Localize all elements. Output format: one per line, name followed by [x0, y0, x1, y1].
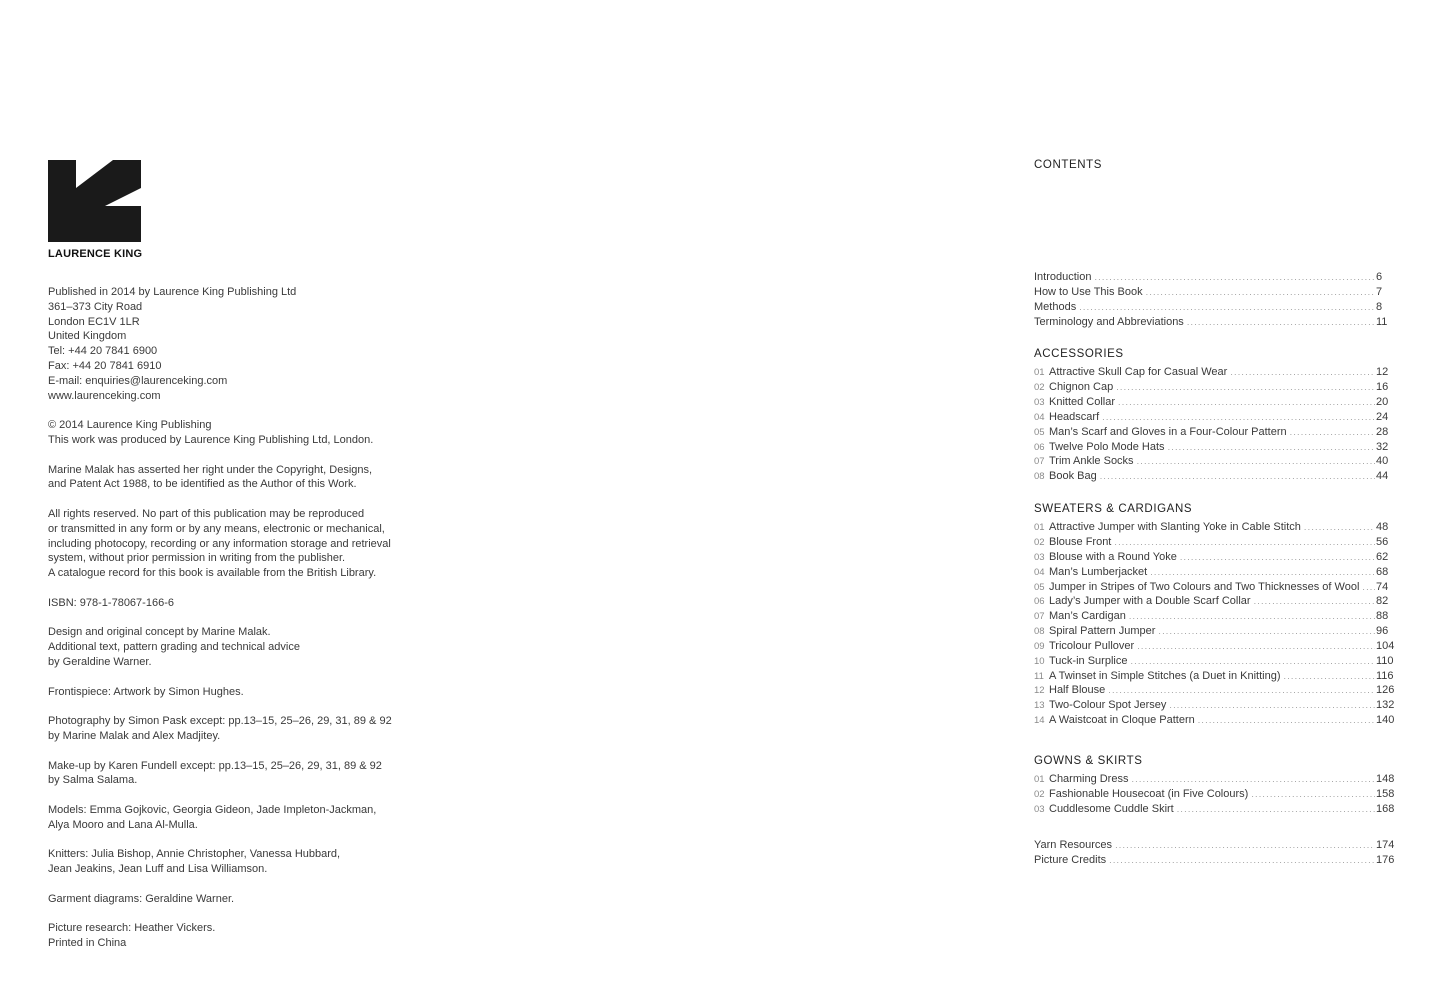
- imprint-paragraph: [48, 418, 448, 448]
- toc-entry-page: 20: [1376, 396, 1389, 409]
- toc-dot-leader: [1108, 683, 1375, 698]
- toc-entry-page: 74: [1376, 580, 1389, 593]
- toc-entry-number: 07: [1034, 611, 1045, 623]
- toc-entry-title: Tuck-in Surplice: [1049, 654, 1128, 667]
- toc-entry-title: Methods: [1034, 300, 1077, 313]
- toc-dot-leader: [1114, 535, 1375, 550]
- toc-entry-title: Two-Colour Spot Jersey: [1049, 699, 1167, 712]
- toc-entry-number: 03: [1034, 397, 1045, 409]
- toc-entry[interactable]: [1034, 580, 1394, 595]
- toc-entry[interactable]: [1034, 639, 1394, 654]
- toc-entry-page: 11: [1376, 315, 1388, 328]
- toc-entry-page: 158: [1376, 787, 1395, 800]
- imprint-paragraph: [48, 285, 448, 403]
- toc-entry-page: 96: [1376, 625, 1389, 638]
- publisher-name: LAURENCE KING: [48, 248, 143, 260]
- toc-dot-leader: [1198, 713, 1375, 728]
- toc-end-block: [1034, 838, 1394, 868]
- imprint-line: Marine Malak has asserted her right under the Copyright, Designs,: [48, 463, 373, 476]
- toc-dot-leader: [1177, 802, 1375, 817]
- toc-dot-leader: [1168, 440, 1375, 455]
- toc-entry-number: 10: [1034, 655, 1045, 667]
- toc-entry-title: Fashionable Housecoat (in Five Colours): [1049, 787, 1249, 800]
- toc-dot-leader: [1230, 365, 1375, 380]
- toc-entry-page: 126: [1376, 684, 1395, 697]
- toc-entry-page: 7: [1376, 285, 1383, 298]
- imprint-text: [48, 285, 448, 966]
- toc-entry-number: 09: [1034, 640, 1045, 652]
- imprint-line: by Marine Malak and Alex Madjitey.: [48, 729, 221, 742]
- toc-entry-title: Trim Ankle Socks: [1049, 455, 1134, 468]
- toc-dot-leader: [1079, 300, 1375, 315]
- toc-entry-page: 8: [1376, 300, 1383, 313]
- imprint-paragraph: [48, 847, 448, 877]
- toc-section-heading: ACCESSORIES: [1034, 348, 1124, 361]
- imprint-line: This work was produced by Laurence King Publishing Ltd, London.: [48, 433, 374, 446]
- toc-dot-leader: [1130, 654, 1375, 669]
- toc-entry[interactable]: [1034, 853, 1394, 868]
- imprint-paragraph: [48, 803, 448, 833]
- toc-entry-page: 168: [1376, 802, 1395, 815]
- toc-entry-title: Jumper in Stripes of Two Colours and Two Thicknesses of Wool: [1049, 580, 1360, 593]
- imprint-paragraph: [48, 625, 448, 669]
- imprint-line: Models: Emma Gojkovic, Georgia Gideon, Jade Impleton-Jackman,: [48, 803, 377, 816]
- toc-entry[interactable]: [1034, 624, 1394, 639]
- imprint-paragraph: [48, 463, 448, 493]
- toc-entry[interactable]: [1034, 713, 1394, 728]
- toc-entry-number: 03: [1034, 551, 1045, 563]
- toc-entry-number: 11: [1034, 670, 1044, 682]
- toc-entry-number: 05: [1034, 581, 1045, 593]
- toc-entry-page: 12: [1376, 366, 1389, 379]
- toc-entry-title: Picture Credits: [1034, 854, 1107, 867]
- toc-entry-number: 03: [1034, 803, 1045, 815]
- toc-dot-leader: [1137, 454, 1375, 469]
- toc-entry-title: Half Blouse: [1049, 684, 1106, 697]
- imprint-paragraph: [48, 759, 448, 789]
- imprint-line: Design and original concept by Marine Malak.: [48, 626, 271, 639]
- toc-dot-leader: [1158, 624, 1375, 639]
- toc-entry[interactable]: [1034, 395, 1394, 410]
- imprint-line: Jean Jeakins, Jean Luff and Lisa Williamson.: [48, 863, 268, 876]
- toc-entry-page: 40: [1376, 455, 1389, 468]
- toc-dot-leader: [1180, 550, 1375, 565]
- toc-entry-title: Blouse with a Round Yoke: [1049, 550, 1177, 563]
- toc-entry-title: Man’s Cardigan: [1049, 610, 1126, 623]
- imprint-line: or transmitted in any form or by any means, electronic or mechanical,: [48, 522, 385, 535]
- toc-entry-number: 06: [1034, 596, 1045, 608]
- toc-entry-title: Book Bag: [1049, 470, 1097, 483]
- imprint-line: Alya Mooro and Lana Al-Mulla.: [48, 818, 198, 831]
- toc-entry-title: Cuddlesome Cuddle Skirt: [1049, 802, 1174, 815]
- imprint-line: by Geraldine Warner.: [48, 655, 152, 668]
- toc-entry-page: 88: [1376, 610, 1389, 623]
- toc-entry-title: Terminology and Abbreviations: [1034, 315, 1184, 328]
- toc-title: CONTENTS: [1034, 159, 1103, 171]
- toc-dot-leader: [1187, 315, 1375, 330]
- imprint-line: Picture research: Heather Vickers.: [48, 922, 216, 935]
- imprint-paragraph: [48, 596, 448, 611]
- toc-dot-leader: [1137, 639, 1375, 654]
- imprint-paragraph: [48, 685, 448, 700]
- toc-entry-page: 110: [1376, 654, 1394, 667]
- toc-dot-leader: [1100, 469, 1375, 484]
- imprint-line: Photography by Simon Pask except: pp.13–15, 25–26, 29, 31, 89 & 92: [48, 715, 392, 728]
- imprint-line: Published in 2014 by Laurence King Publishing Ltd: [48, 286, 297, 298]
- toc-intro-block: [1034, 270, 1394, 329]
- imprint-paragraph: [48, 507, 448, 581]
- toc-entry-page: 174: [1376, 839, 1395, 852]
- toc-entry-page: 6: [1376, 271, 1383, 283]
- toc-section: [1034, 498, 1394, 728]
- toc-entry[interactable]: [1034, 802, 1394, 817]
- toc-entry-title: Attractive Skull Cap for Casual Wear: [1049, 366, 1228, 379]
- imprint-line: E-mail: enquiries@laurenceking.com: [48, 374, 228, 387]
- toc-entry-page: 104: [1376, 639, 1395, 652]
- toc-entry-page: 132: [1376, 699, 1395, 712]
- toc-section-heading: GOWNS & SKIRTS: [1034, 754, 1143, 767]
- toc-entry-number: 12: [1034, 685, 1045, 697]
- toc-dot-leader: [1304, 520, 1375, 535]
- toc-entry-title: Knitted Collar: [1049, 396, 1116, 409]
- table-of-contents: [1034, 159, 1394, 868]
- toc-dot-leader: [1115, 838, 1375, 853]
- imprint-line: Printed in China: [48, 937, 127, 950]
- toc-entry-title: Headscarf: [1049, 410, 1100, 423]
- toc-entry-number: 01: [1034, 367, 1045, 379]
- imprint-line: www.laurenceking.com: [48, 389, 161, 402]
- toc-entry[interactable]: [1034, 609, 1394, 624]
- toc-section: [1034, 343, 1394, 484]
- toc-entry-number: 14: [1034, 715, 1045, 727]
- toc-entry-title: Introduction: [1034, 271, 1092, 283]
- toc-entry-number: 06: [1034, 441, 1045, 453]
- toc-entry-number: 13: [1034, 700, 1045, 712]
- toc-entry-title: Attractive Jumper with Slanting Yoke in Cable Stitch: [1049, 521, 1301, 534]
- toc-entry[interactable]: [1034, 270, 1394, 285]
- toc-entry[interactable]: [1034, 654, 1394, 669]
- toc-dot-leader: [1146, 285, 1375, 300]
- toc-entry[interactable]: [1034, 698, 1394, 713]
- toc-dot-leader: [1118, 395, 1375, 410]
- toc-entry-title: Chignon Cap: [1049, 381, 1114, 394]
- toc-section-heading: SWEATERS & CARDIGANS: [1034, 503, 1193, 516]
- toc-entry-number: 01: [1034, 773, 1045, 785]
- toc-entry-page: 56: [1376, 535, 1389, 548]
- toc-dot-leader: [1362, 580, 1375, 595]
- toc-dot-leader: [1109, 853, 1375, 868]
- toc-dot-leader: [1129, 609, 1375, 624]
- imprint-line: Additional text, pattern grading and technical advice: [48, 641, 300, 654]
- toc-entry-page: 82: [1376, 595, 1389, 608]
- toc-entry-title: Man’s Lumberjacket: [1049, 565, 1148, 578]
- toc-entry[interactable]: [1034, 410, 1394, 425]
- toc-dot-leader: [1131, 772, 1375, 787]
- imprint-line: United Kingdom: [48, 330, 127, 343]
- imprint-line: 361–373 City Road: [48, 300, 143, 313]
- toc-entry-page: 44: [1376, 470, 1389, 483]
- toc-entry[interactable]: [1034, 565, 1394, 580]
- imprint-paragraph: [48, 892, 448, 907]
- toc-entry-number: 08: [1034, 626, 1045, 638]
- imprint-line: Fax: +44 20 7841 6910: [48, 359, 162, 372]
- toc-entry[interactable]: [1034, 440, 1394, 455]
- toc-dot-leader: [1290, 425, 1375, 440]
- toc-entry-number: 05: [1034, 426, 1045, 438]
- imprint-line: Frontispiece: Artwork by Simon Hughes.: [48, 685, 244, 698]
- imprint-line: Make-up by Karen Fundell except: pp.13–15, 25–26, 29, 31, 89 & 92: [48, 759, 382, 772]
- toc-entry-page: 32: [1376, 440, 1389, 453]
- toc-entry-title: Yarn Resources: [1034, 839, 1113, 852]
- toc-entry-page: 116: [1376, 669, 1394, 682]
- toc-entry-title: A Twinset in Simple Stitches (a Duet in Knitting): [1049, 669, 1281, 682]
- toc-dot-leader: [1251, 787, 1375, 802]
- toc-entry-number: 07: [1034, 456, 1045, 468]
- toc-entry-title: Charming Dress: [1049, 772, 1129, 785]
- imprint-line: ISBN: 978-1-78067-166-6: [48, 596, 174, 609]
- toc-entry-number: 01: [1034, 522, 1045, 534]
- toc-entry-number: 02: [1034, 788, 1045, 800]
- toc-entry-page: 16: [1376, 381, 1389, 394]
- toc-entry-page: 48: [1376, 521, 1389, 534]
- imprint-paragraph: [48, 921, 448, 951]
- toc-entry[interactable]: [1034, 683, 1394, 698]
- toc-entry[interactable]: [1034, 535, 1394, 550]
- toc-entry[interactable]: [1034, 425, 1394, 440]
- imprint-line: Knitters: Julia Bishop, Annie Christopher, Vanessa Hubbard,: [48, 848, 341, 861]
- toc-entry-page: 28: [1376, 425, 1389, 438]
- imprint-paragraph: [48, 714, 448, 744]
- toc-entry-title: How to Use This Book: [1034, 285, 1143, 298]
- toc-entry-number: 04: [1034, 566, 1045, 578]
- toc-dot-leader: [1102, 410, 1375, 425]
- toc-dot-leader: [1169, 698, 1375, 713]
- toc-entry[interactable]: [1034, 365, 1394, 380]
- toc-entry-title: A Waistcoat in Cloque Pattern: [1049, 714, 1195, 727]
- toc-entry-title: Tricolour Pullover: [1049, 639, 1135, 652]
- toc-entry-number: 02: [1034, 382, 1045, 394]
- publisher-logo: [48, 160, 144, 260]
- imprint-line: Tel: +44 20 7841 6900: [48, 345, 158, 358]
- toc-entry[interactable]: [1034, 380, 1394, 395]
- toc-entry-title: Twelve Polo Mode Hats: [1049, 440, 1165, 453]
- toc-entry-number: 02: [1034, 536, 1045, 548]
- toc-entry-page: 62: [1376, 550, 1389, 563]
- toc-dot-leader: [1116, 380, 1375, 395]
- toc-entry-number: 04: [1034, 411, 1045, 423]
- imprint-line: and Patent Act 1988, to be identified as the Author of this Work.: [48, 478, 357, 491]
- toc-dot-leader: [1284, 669, 1375, 684]
- toc-entry[interactable]: [1034, 285, 1394, 300]
- toc-section: [1034, 750, 1394, 817]
- k-logo-icon: [48, 160, 141, 242]
- toc-entry[interactable]: [1034, 772, 1394, 787]
- toc-entry-page: 24: [1376, 410, 1389, 423]
- imprint-line: © 2014 Laurence King Publishing: [48, 419, 212, 432]
- toc-entry[interactable]: [1034, 594, 1394, 609]
- toc-entry[interactable]: [1034, 300, 1394, 315]
- toc-entry[interactable]: [1034, 787, 1394, 802]
- toc-dot-leader: [1094, 270, 1375, 285]
- toc-entry-title: Man’s Scarf and Gloves in a Four-Colour Pattern: [1049, 425, 1287, 438]
- imprint-line: including photocopy, recording or any information storage and retrieval: [48, 537, 391, 550]
- imprint-line: by Salma Salama.: [48, 774, 138, 787]
- toc-entry[interactable]: [1034, 550, 1394, 565]
- imprint-line: A catalogue record for this book is available from the British Library.: [48, 567, 377, 580]
- toc-entry[interactable]: [1034, 454, 1394, 469]
- toc-entry-page: 140: [1376, 714, 1395, 727]
- toc-entry-number: 08: [1034, 471, 1045, 483]
- imprint-line: London EC1V 1LR: [48, 315, 140, 328]
- toc-entry-page: 148: [1376, 772, 1395, 785]
- toc-entry-title: Spiral Pattern Jumper: [1049, 625, 1156, 638]
- imprint-line: system, without prior permission in writing from the publisher.: [48, 552, 346, 565]
- toc-entry[interactable]: [1034, 520, 1394, 535]
- toc-entry-title: Lady’s Jumper with a Double Scarf Collar: [1049, 595, 1251, 608]
- toc-entry[interactable]: [1034, 669, 1394, 684]
- toc-dot-leader: [1150, 565, 1375, 580]
- imprint-line: All rights reserved. No part of this publication may be reproduced: [48, 507, 365, 520]
- toc-entry-page: 176: [1376, 854, 1395, 867]
- toc-entry-page: 68: [1376, 565, 1389, 578]
- toc-entry[interactable]: [1034, 315, 1394, 330]
- toc-dot-leader: [1254, 594, 1375, 609]
- toc-entry-title: Blouse Front: [1049, 535, 1112, 548]
- imprint-line: Garment diagrams: Geraldine Warner.: [48, 892, 235, 905]
- toc-sections: [1034, 343, 1394, 816]
- toc-entry[interactable]: [1034, 838, 1394, 853]
- toc-entry[interactable]: [1034, 469, 1394, 484]
